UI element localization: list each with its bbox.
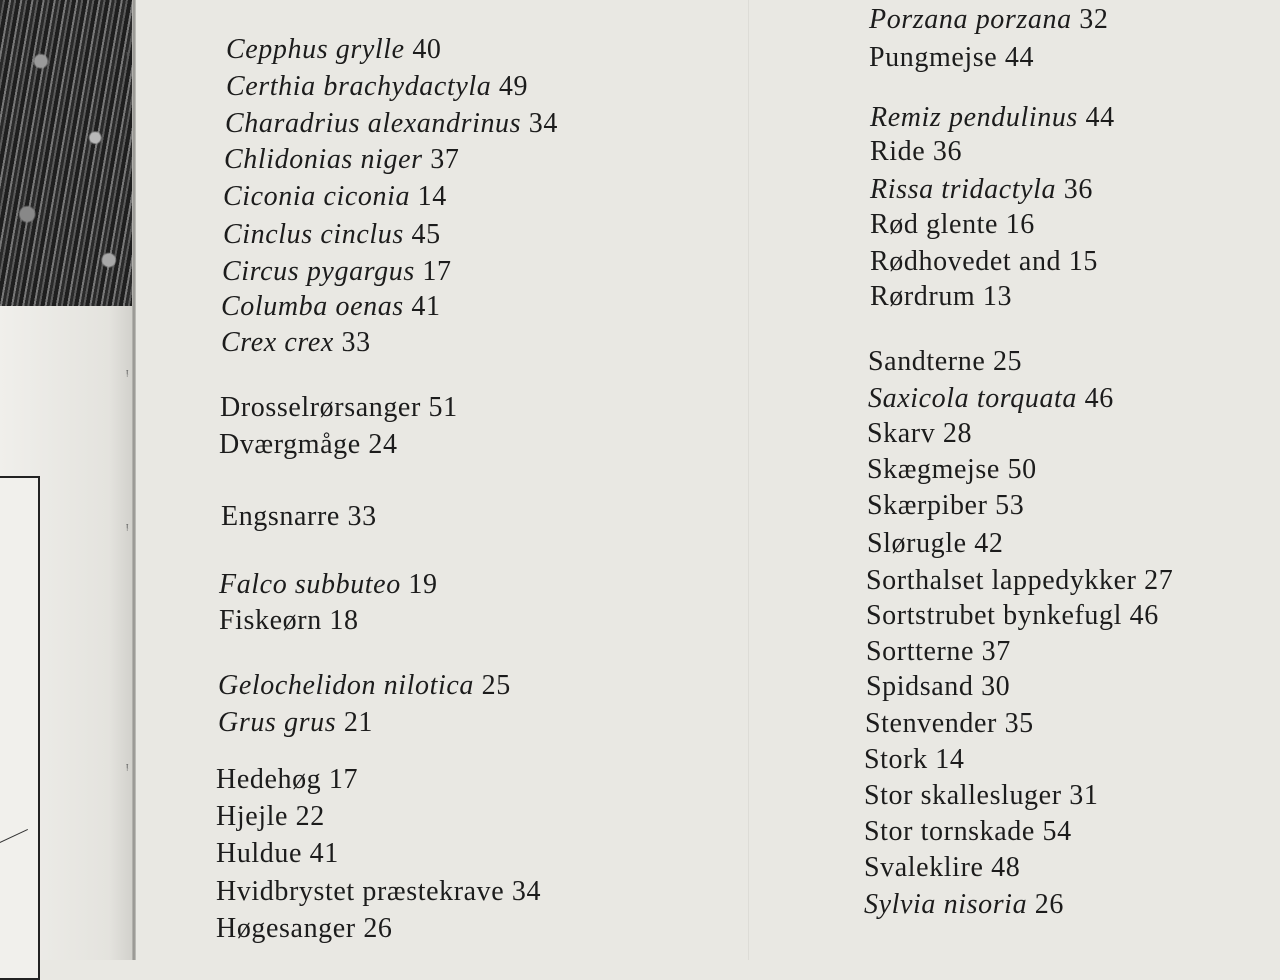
index-entry-page: 33: [339, 501, 377, 532]
index-entry-name: Hvidbrystet præstekrave: [216, 876, 505, 907]
index-entry-page: 27: [1136, 565, 1174, 596]
index-entry-name: Sylvia nisoria: [864, 889, 1028, 920]
index-entry: [221, 503, 377, 531]
index-entry-page: 48: [983, 852, 1021, 883]
index-entry: [219, 607, 359, 635]
index-entry-page: 14: [927, 744, 965, 775]
index-entry-page: 25: [474, 670, 511, 701]
index-entry: [225, 110, 558, 138]
index-entry-page: 22: [288, 801, 325, 832]
index-entry-name: Stenvender: [865, 708, 997, 739]
index-entry-page: 32: [1071, 4, 1109, 35]
index-entry: [867, 492, 1024, 520]
index-entry-page: 37: [422, 144, 460, 175]
index-entry-name: Drosselrørsanger: [220, 392, 421, 423]
index-entry-page: 36: [925, 136, 963, 167]
index-entry-name: Sorthalset lappedykker: [866, 565, 1137, 596]
index-entry-name: Circus pygargus: [222, 256, 415, 287]
index-entry: [865, 710, 1034, 738]
index-entry: [868, 348, 1022, 376]
page-fold: [748, 0, 749, 960]
index-entry-page: 44: [997, 42, 1035, 73]
index-entry-name: Svaleklire: [864, 852, 984, 883]
index-entry: [866, 638, 1011, 666]
index-entry-page: 34: [504, 876, 542, 907]
index-entry: [869, 44, 1034, 72]
index-entry-page: 40: [404, 34, 442, 65]
index-entry-page: 46: [1077, 383, 1114, 414]
index-entry-name: Slørugle: [867, 528, 967, 559]
index-entry: [226, 73, 528, 101]
index-entry: [219, 431, 398, 459]
index-entry-page: 54: [1034, 816, 1072, 847]
index-entry-name: Sortstrubet bynkefugl: [866, 600, 1123, 631]
index-entry-name: Crex crex: [221, 327, 334, 358]
index-entry: [218, 672, 511, 700]
index-entry: [220, 394, 458, 422]
index-entry-name: Engsnarre: [221, 501, 340, 532]
index-entry-name: Stor skallesluger: [864, 780, 1062, 811]
index-entry-name: Charadrius alexandrinus: [225, 108, 522, 139]
index-entry-name: Grus grus: [218, 707, 337, 738]
index-entry-page: 15: [1061, 246, 1098, 277]
index-entry-page: 33: [333, 327, 371, 358]
index-entry-page: 14: [410, 181, 447, 212]
index-entry-page: 45: [403, 219, 441, 250]
index-entry-name: Skarv: [867, 418, 936, 449]
stitch-mark: ᵎ: [126, 366, 129, 383]
index-entry: [867, 530, 1004, 558]
index-entry: [226, 36, 442, 64]
index-entry: [864, 818, 1072, 846]
index-entry-name: Skægmejse: [867, 454, 1000, 485]
index-entry-name: Ciconia ciconia: [223, 181, 411, 212]
index-entry-page: 42: [966, 528, 1004, 559]
index-entry-page: 18: [321, 605, 359, 636]
index-entry-name: Høgesanger: [216, 913, 356, 944]
index-entry-page: 53: [987, 490, 1025, 521]
index-entry-name: Cinclus cinclus: [223, 219, 404, 250]
stitch-mark: ᵎ: [126, 520, 129, 537]
index-entry-name: Rørdrum: [870, 281, 976, 312]
index-entry-page: 17: [321, 764, 359, 795]
index-entry-page: 46: [1122, 600, 1159, 631]
index-entry: [869, 6, 1109, 34]
index-entry-name: Stork: [864, 744, 928, 775]
index-entry-page: 26: [355, 913, 393, 944]
index-entry: [870, 176, 1093, 204]
index-entry-page: 41: [302, 838, 339, 869]
index-entry-name: Certhia brachydactyla: [226, 71, 492, 102]
index-entry-name: Huldue: [216, 838, 303, 869]
index-entry-name: Sandterne: [868, 346, 986, 377]
index-entry-name: Rødhovedet and: [870, 246, 1062, 277]
index-entry: [864, 782, 1098, 810]
index-entry: [866, 602, 1159, 630]
index-entry: [864, 891, 1064, 919]
index-entry-page: 41: [403, 291, 441, 322]
index-entry-name: Sortterne: [866, 636, 975, 667]
index-entry-name: Rissa tridactyla: [870, 174, 1057, 205]
index-entry-page: 21: [336, 707, 374, 738]
index-entry: [867, 420, 972, 448]
index-entry-page: 13: [975, 281, 1013, 312]
index-entry: [870, 211, 1035, 239]
bird-photo: [0, 0, 136, 306]
index-entry: [216, 766, 358, 794]
index-entry: [216, 803, 325, 831]
index-entry-page: 51: [420, 392, 458, 423]
index-entry: [221, 329, 371, 357]
index-entry-name: Pungmejse: [869, 42, 998, 73]
index-entry-page: 16: [998, 209, 1035, 240]
book-spine: [132, 0, 136, 960]
index-entry-name: Remiz pendulinus: [870, 102, 1078, 133]
map-illustration: [0, 476, 40, 980]
index-entry-name: Ride: [870, 136, 926, 167]
index-entry-page: 44: [1077, 102, 1115, 133]
index-entry: [864, 854, 1020, 882]
index-entry: [864, 746, 965, 774]
index-entry-name: Fiskeørn: [219, 605, 322, 636]
index-entry-page: 19: [400, 569, 438, 600]
stitch-mark: ᵎ: [126, 760, 129, 777]
index-entry-page: 30: [973, 671, 1011, 702]
index-entry: [216, 840, 339, 868]
index-entry: [221, 293, 441, 321]
index-entry: [866, 567, 1173, 595]
index-entry: [867, 456, 1037, 484]
index-entry-name: Columba oenas: [221, 291, 404, 322]
index-entry-name: Chlidonias niger: [224, 144, 423, 175]
index-entry: [866, 673, 1010, 701]
index-entry-page: 49: [491, 71, 529, 102]
index-entry: [870, 248, 1098, 276]
index-entry-page: 24: [360, 429, 398, 460]
index-entry-page: 36: [1056, 174, 1093, 205]
index-entry-name: Gelochelidon nilotica: [218, 670, 474, 701]
index-entry: [219, 571, 438, 599]
index-entry-name: Hjejle: [216, 801, 289, 832]
index-entry: [218, 709, 373, 737]
index-entry: [216, 915, 393, 943]
index-entry-name: Porzana porzana: [869, 4, 1072, 35]
index-entry: [868, 385, 1114, 413]
index-entry-name: Stor tornskade: [864, 816, 1035, 847]
index-entry-page: 17: [414, 256, 452, 287]
index-entry-name: Hedehøg: [216, 764, 322, 795]
index-entry-page: 26: [1027, 889, 1064, 920]
index-entry: [223, 221, 441, 249]
index-entry: [870, 283, 1012, 311]
index-entry: [216, 878, 541, 906]
stitch-mark: ᵎ: [126, 48, 129, 65]
index-entry-name: Skærpiber: [867, 490, 988, 521]
index-entry-page: 25: [985, 346, 1023, 377]
index-entry-page: 28: [935, 418, 973, 449]
index-entry: [223, 183, 447, 211]
index-entry-name: Saxicola torquata: [868, 383, 1078, 414]
index-entry: [870, 138, 962, 166]
index-entry-page: 31: [1061, 780, 1099, 811]
index-entry: [224, 146, 459, 174]
index-entry-name: Falco subbuteo: [219, 569, 401, 600]
index-entry-page: 37: [974, 636, 1011, 667]
index-entry-name: Dværgmåge: [219, 429, 361, 460]
index-entry-page: 34: [521, 108, 558, 139]
index-entry: [222, 258, 452, 286]
index-entry-name: Spidsand: [866, 671, 974, 702]
index-entry-page: 50: [999, 454, 1037, 485]
index-entry-page: 35: [996, 708, 1034, 739]
index-entry-name: Cepphus grylle: [226, 34, 405, 65]
index-entry: [870, 104, 1115, 132]
index-entry-name: Rød glente: [870, 209, 999, 240]
